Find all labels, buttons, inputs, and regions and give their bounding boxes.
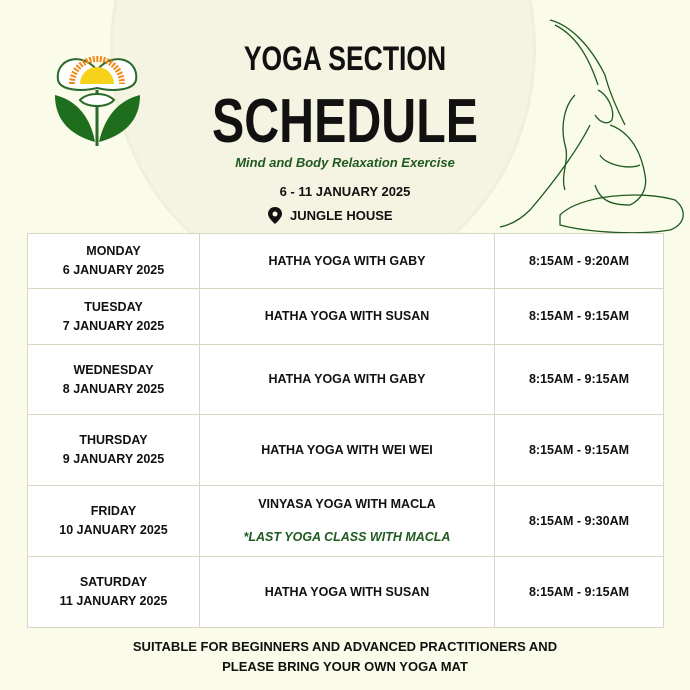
day-date: 10 JANUARY 2025 xyxy=(59,523,168,537)
date-range: 6 - 11 JANUARY 2025 xyxy=(279,184,411,199)
class-cell: HATHA YOGA WITH WEI WEI xyxy=(200,415,495,486)
schedule-table xyxy=(27,233,664,628)
time-cell: 8:15AM - 9:20AM xyxy=(495,234,664,289)
day-name: WEDNESDAY xyxy=(73,362,154,377)
time-cell: 8:15AM - 9:15AM xyxy=(495,415,664,486)
footer-note xyxy=(0,637,690,677)
day-cell xyxy=(28,557,200,628)
title-line-1: YOGA SECTION xyxy=(243,40,447,78)
day-cell xyxy=(28,289,200,345)
table-row xyxy=(28,289,664,345)
day-name: THURSDAY xyxy=(79,433,148,447)
table-row xyxy=(28,486,664,557)
day-date: 6 JANUARY 2025 xyxy=(62,263,165,277)
class-cell: HATHA YOGA WITH SUSAN xyxy=(200,557,495,628)
day-date: 8 JANUARY 2025 xyxy=(62,381,165,396)
class-cell: HATHA YOGA WITH GABY xyxy=(200,234,495,289)
class-cell xyxy=(200,486,495,557)
day-cell xyxy=(28,415,200,486)
day-name: MONDAY xyxy=(86,244,141,258)
day-name: TUESDAY xyxy=(84,299,143,314)
table-row xyxy=(28,557,664,628)
time-cell: 8:15AM - 9:15AM xyxy=(495,557,664,628)
time-cell: 8:15AM - 9:15AM xyxy=(495,289,664,345)
day-date: 9 JANUARY 2025 xyxy=(62,452,165,466)
location-label: JUNGLE HOUSE xyxy=(290,208,393,223)
class-cell: HATHA YOGA WITH GABY xyxy=(200,345,495,415)
time-cell: 8:15AM - 9:30AM xyxy=(495,486,664,557)
class-name: VINYASA YOGA WITH MACLA xyxy=(258,497,436,511)
table-row xyxy=(28,415,664,486)
class-note: *LAST YOGA CLASS WITH MACLA xyxy=(243,530,451,544)
table-row xyxy=(28,234,664,289)
time-cell: 8:15AM - 9:15AM xyxy=(495,345,664,415)
class-cell: HATHA YOGA WITH SUSAN xyxy=(200,289,495,345)
yoga-woman-illustration xyxy=(490,15,690,235)
day-cell xyxy=(28,234,200,289)
day-date: 7 JANUARY 2025 xyxy=(62,318,165,333)
day-date: 11 JANUARY 2025 xyxy=(59,594,168,608)
day-name: SATURDAY xyxy=(79,575,148,589)
day-name: FRIDAY xyxy=(90,504,137,518)
table-row xyxy=(28,345,664,415)
page-title: SCHEDULE xyxy=(211,87,479,156)
subtitle: Mind and Body Relaxation Exercise xyxy=(235,155,455,170)
day-cell xyxy=(28,345,200,415)
map-pin-icon xyxy=(268,207,282,224)
footer-line-1: SUITABLE FOR BEGINNERS AND ADVANCED PRACTITIONERS AND xyxy=(132,639,558,654)
footer-line-2: PLEASE BRING YOUR OWN YOGA MAT xyxy=(222,659,468,674)
day-cell xyxy=(28,486,200,557)
location xyxy=(268,207,393,224)
